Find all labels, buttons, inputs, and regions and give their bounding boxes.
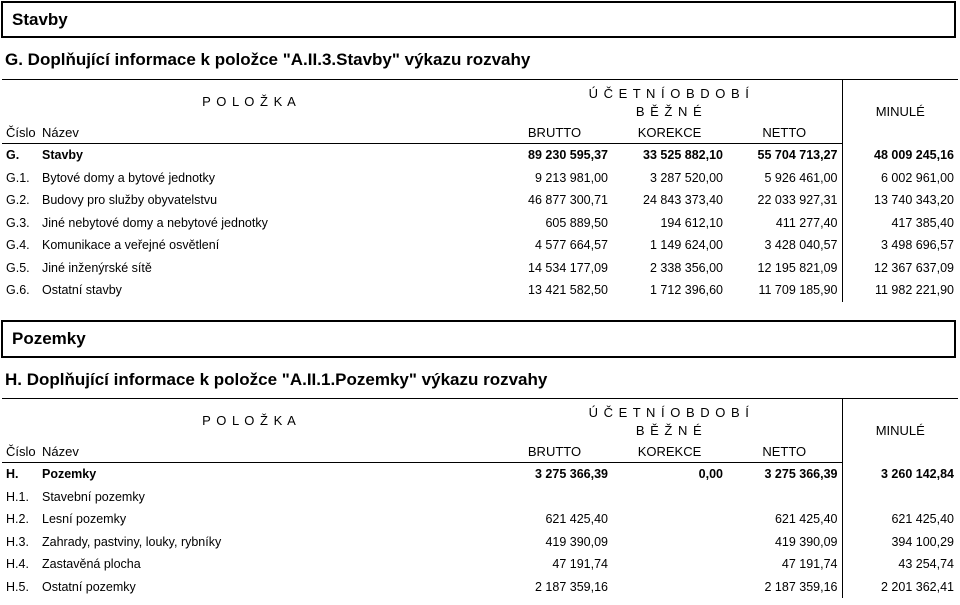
heading-stavby: G. Doplňující informace k položce "A.II.3.Stavby" výkazu rozvahy xyxy=(5,50,531,69)
header-minule: MINULÉ xyxy=(842,399,958,463)
header-minule: MINULÉ xyxy=(842,80,958,144)
row-number: H.2. xyxy=(6,512,29,527)
total-row xyxy=(2,463,958,486)
cell-brutto: 2 187 359,16 xyxy=(535,579,608,594)
table-row xyxy=(2,486,958,509)
cell-minule: 2 201 362,41 xyxy=(842,576,958,599)
row-name: Zahrady, pastviny, louky, rybníky xyxy=(42,534,222,549)
header-netto: NETTO xyxy=(727,122,842,144)
cell-brutto: 47 191,74 xyxy=(552,557,608,572)
row-name: Ostatní stavby xyxy=(42,283,122,298)
row-name: Lesní pozemky xyxy=(42,512,127,527)
cell-minule: 3 260 142,84 xyxy=(842,463,958,486)
cell-korekce: 194 612,10 xyxy=(660,215,723,230)
cell-brutto: 14 534 177,09 xyxy=(528,260,608,275)
cell-brutto: 4 577 664,57 xyxy=(535,238,608,253)
cell-korekce xyxy=(612,531,727,554)
cell-korekce: 2 338 356,00 xyxy=(650,260,723,275)
stavby-table xyxy=(2,79,958,302)
cell-netto: 3 275 366,39 xyxy=(764,467,838,482)
cell-minule: 417 385,40 xyxy=(842,212,958,235)
section-title-text: Pozemky xyxy=(12,329,86,348)
section-title-pozemky xyxy=(1,320,956,358)
cell-brutto: 605 889,50 xyxy=(545,215,608,230)
cell-brutto: 419 390,09 xyxy=(545,534,608,549)
table-row xyxy=(2,508,958,531)
cell-netto: 419 390,09 xyxy=(774,534,838,549)
cell-korekce: 33 525 882,10 xyxy=(643,148,723,163)
row-number: H.4. xyxy=(6,557,29,572)
cell-brutto: 621 425,40 xyxy=(545,512,608,527)
header-obdobi: Ú Č E T N Í O B D O B Í xyxy=(588,86,750,101)
cell-brutto: 3 275 366,39 xyxy=(535,467,608,482)
row-number: G.2. xyxy=(6,193,30,208)
total-row xyxy=(2,144,958,167)
cell-netto: 22 033 927,31 xyxy=(757,193,838,208)
header-bezne: B Ě Ž N É xyxy=(635,104,703,119)
row-number: H.5. xyxy=(6,579,29,594)
cell-korekce xyxy=(612,576,727,599)
header-netto: NETTO xyxy=(727,441,842,463)
cell-korekce xyxy=(612,486,727,509)
row-number: G.5. xyxy=(6,260,30,275)
cell-netto: 621 425,40 xyxy=(774,512,838,527)
cell-minule: 3 498 696,57 xyxy=(842,234,958,257)
cell-korekce xyxy=(612,553,727,576)
header-cislo: Číslo xyxy=(2,441,42,463)
row-number: G.1. xyxy=(6,170,30,185)
row-name: Bytové domy a bytové jednotky xyxy=(42,170,216,185)
row-number: G.4. xyxy=(6,238,30,253)
cell-netto: 47 191,74 xyxy=(781,557,838,572)
header-nazev: Název xyxy=(42,441,497,463)
row-name: Stavby xyxy=(42,148,83,163)
cell-minule: 394 100,29 xyxy=(842,531,958,554)
section-title-text: Stavby xyxy=(12,9,68,29)
heading-pozemky: H. Doplňující informace k položce "A.II.1.Pozemky" výkazu rozvahy xyxy=(5,370,548,389)
row-number: G.3. xyxy=(6,215,30,230)
row-number: H. xyxy=(6,467,19,482)
cell-minule: 43 254,74 xyxy=(842,553,958,576)
row-name: Stavební pozemky xyxy=(42,489,145,504)
row-name: Jiné nebytové domy a nebytové jednotky xyxy=(42,215,268,230)
header-cislo: Číslo xyxy=(2,122,42,144)
cell-korekce: 3 287 520,00 xyxy=(650,170,723,185)
cell-korekce: 0,00 xyxy=(698,467,723,482)
table-row xyxy=(2,279,958,302)
cell-netto: 55 704 713,27 xyxy=(757,148,838,163)
section-title-stavby xyxy=(1,1,956,38)
row-name: Komunikace a veřejné osvětlení xyxy=(42,238,220,253)
cell-minule: 13 740 343,20 xyxy=(842,189,958,212)
table-row xyxy=(2,167,958,190)
cell-minule: 6 002 961,00 xyxy=(842,167,958,190)
cell-korekce xyxy=(612,508,727,531)
table-row xyxy=(2,212,958,235)
cell-korekce: 1 712 396,60 xyxy=(650,283,723,298)
cell-netto: 3 428 040,57 xyxy=(764,238,838,253)
pozemky-table xyxy=(2,398,958,598)
cell-brutto: 13 421 582,50 xyxy=(528,283,608,298)
header-obdobi: Ú Č E T N Í O B D O B Í xyxy=(588,405,750,420)
header-nazev: Název xyxy=(42,122,497,144)
header-brutto: BRUTTO xyxy=(497,122,612,144)
cell-brutto: 9 213 981,00 xyxy=(535,170,608,185)
cell-minule xyxy=(842,486,958,509)
cell-brutto xyxy=(497,486,612,509)
header-polozka: P O L O Ž K A xyxy=(202,93,297,109)
row-name: Jiné inženýrské sítě xyxy=(42,260,152,275)
row-name: Pozemky xyxy=(42,467,97,482)
cell-brutto: 89 230 595,37 xyxy=(528,148,608,163)
row-number: G.6. xyxy=(6,283,30,298)
table-row xyxy=(2,576,958,599)
cell-netto: 411 277,40 xyxy=(775,215,838,230)
cell-brutto: 46 877 300,71 xyxy=(528,193,608,208)
row-name: Ostatní pozemky xyxy=(42,579,136,594)
table-row xyxy=(2,553,958,576)
cell-korekce: 1 149 624,00 xyxy=(650,238,723,253)
table-row xyxy=(2,257,958,280)
header-brutto: BRUTTO xyxy=(497,441,612,463)
cell-minule: 48 009 245,16 xyxy=(842,144,958,167)
cell-netto xyxy=(727,486,842,509)
header-polozka: P O L O Ž K A xyxy=(202,412,297,428)
cell-netto: 5 926 461,00 xyxy=(764,170,838,185)
cell-minule: 621 425,40 xyxy=(842,508,958,531)
row-number: G. xyxy=(6,148,20,163)
row-name: Zastavěná plocha xyxy=(42,557,141,572)
table-row xyxy=(2,189,958,212)
cell-netto: 11 709 185,90 xyxy=(758,283,838,298)
table-row xyxy=(2,531,958,554)
table-row xyxy=(2,234,958,257)
row-number: H.1. xyxy=(6,489,29,504)
row-name: Budovy pro služby obyvatelstvu xyxy=(42,193,218,208)
cell-minule: 11 982 221,90 xyxy=(842,279,958,302)
cell-netto: 12 195 821,09 xyxy=(757,260,838,275)
header-korekce: KOREKCE xyxy=(612,122,727,144)
cell-korekce: 24 843 373,40 xyxy=(643,193,723,208)
cell-netto: 2 187 359,16 xyxy=(764,579,838,594)
cell-minule: 12 367 637,09 xyxy=(842,257,958,280)
header-korekce: KOREKCE xyxy=(612,441,727,463)
row-number: H.3. xyxy=(6,534,29,549)
header-bezne: B Ě Ž N É xyxy=(635,423,703,438)
